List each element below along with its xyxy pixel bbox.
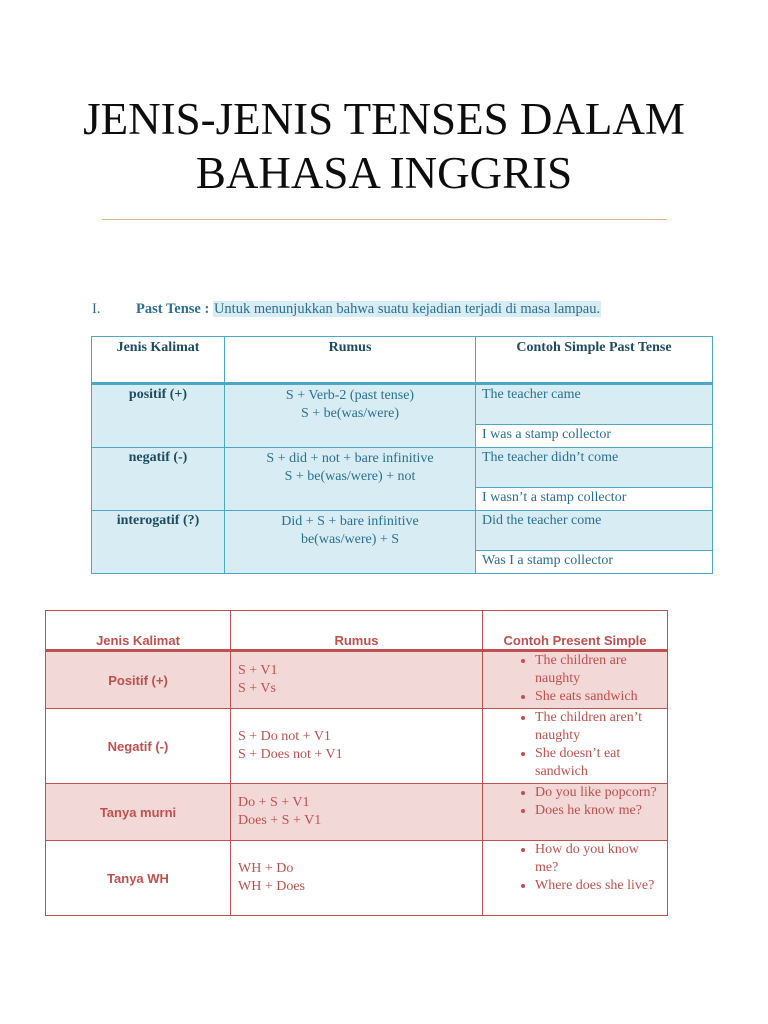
formula xyxy=(231,651,483,709)
examples xyxy=(483,651,668,709)
formula-line: S + Vs xyxy=(238,681,276,696)
section-label: Past Tense : xyxy=(136,301,210,317)
example: Did the teacher come xyxy=(476,511,713,551)
section-heading xyxy=(92,301,601,318)
list-item: • The children are naughty xyxy=(535,652,667,688)
formula-line: S + V1 xyxy=(238,663,278,678)
example-list xyxy=(483,784,667,820)
formula xyxy=(231,709,483,784)
list-item: • How do you know me? xyxy=(535,841,667,877)
sentence-type: Positif (+) xyxy=(46,651,231,709)
section-description: Untuk menunjukkan bahwa suatu kejadian terjadi di masa lampau. xyxy=(213,301,601,317)
example: I wasn’t a stamp collector xyxy=(476,488,713,511)
table-row xyxy=(46,709,668,784)
table-header-row xyxy=(46,611,668,651)
list-item: • She doesn’t eat sandwich xyxy=(535,745,667,781)
formula xyxy=(231,784,483,841)
table-header-row xyxy=(92,337,713,384)
example: I was a stamp collector xyxy=(476,425,713,448)
formula-line: Do + S + V1 xyxy=(238,795,310,810)
title-line-1: JENIS-JENIS TENSES DALAM xyxy=(83,94,685,144)
example: The teacher didn’t come xyxy=(476,448,713,488)
examples xyxy=(483,784,668,841)
formula xyxy=(225,511,476,574)
examples xyxy=(483,841,668,916)
document-title xyxy=(0,92,768,200)
sentence-type: Tanya WH xyxy=(46,841,231,916)
example: Was I a stamp collector xyxy=(476,551,713,574)
formula-line: S + did + not + bare infinitive xyxy=(266,451,434,466)
header-jenis-kalimat: Jenis Kalimat xyxy=(46,611,231,651)
sentence-type: Tanya murni xyxy=(46,784,231,841)
list-item: • The children aren’t naughty xyxy=(535,709,667,745)
list-item: • Where does she live? xyxy=(535,877,667,895)
table-row xyxy=(46,841,668,916)
header-contoh: Contoh Present Simple xyxy=(483,611,668,651)
table-row xyxy=(46,651,668,709)
title-line-2: BAHASA INGGRIS xyxy=(195,148,573,198)
example: The teacher came xyxy=(476,384,713,425)
example-list xyxy=(483,841,667,895)
example-list xyxy=(483,652,667,706)
formula-line: Does + S + V1 xyxy=(238,813,322,828)
sentence-type: negatif (-) xyxy=(92,448,225,511)
title-divider xyxy=(102,219,667,220)
formula-line: WH + Do xyxy=(238,861,294,876)
sentence-type: Negatif (-) xyxy=(46,709,231,784)
list-item: • She eats sandwich xyxy=(535,688,667,706)
formula xyxy=(225,384,476,448)
example-list xyxy=(483,709,667,781)
table-row xyxy=(92,448,713,488)
sentence-type: positif (+) xyxy=(92,384,225,448)
formula-line: S + be(was/were) + not xyxy=(284,469,416,484)
section-number: I. xyxy=(92,301,101,317)
formula-line: S + be(was/were) xyxy=(300,406,400,421)
formula-line: be(was/were) + S xyxy=(300,532,400,547)
formula-line: Did + S + bare infinitive xyxy=(281,514,419,529)
table-row xyxy=(92,511,713,551)
list-item: • Do you like popcorn? xyxy=(535,784,667,802)
table-row xyxy=(92,384,713,425)
table-row xyxy=(46,784,668,841)
formula-line: S + Does not + V1 xyxy=(238,747,343,762)
formula-line: S + Verb-2 (past tense) xyxy=(285,388,415,403)
formula-line: S + Do not + V1 xyxy=(238,729,331,744)
header-contoh: Contoh Simple Past Tense xyxy=(476,337,713,384)
sentence-type: interogatif (?) xyxy=(92,511,225,574)
formula xyxy=(231,841,483,916)
formula xyxy=(225,448,476,511)
header-jenis-kalimat: Jenis Kalimat xyxy=(92,337,225,384)
present-simple-table xyxy=(45,610,668,916)
formula-line: WH + Does xyxy=(238,879,305,894)
list-item: • Does he know me? xyxy=(535,802,667,820)
header-rumus: Rumus xyxy=(231,611,483,651)
header-rumus: Rumus xyxy=(225,337,476,384)
past-tense-table xyxy=(91,336,713,574)
examples xyxy=(483,709,668,784)
